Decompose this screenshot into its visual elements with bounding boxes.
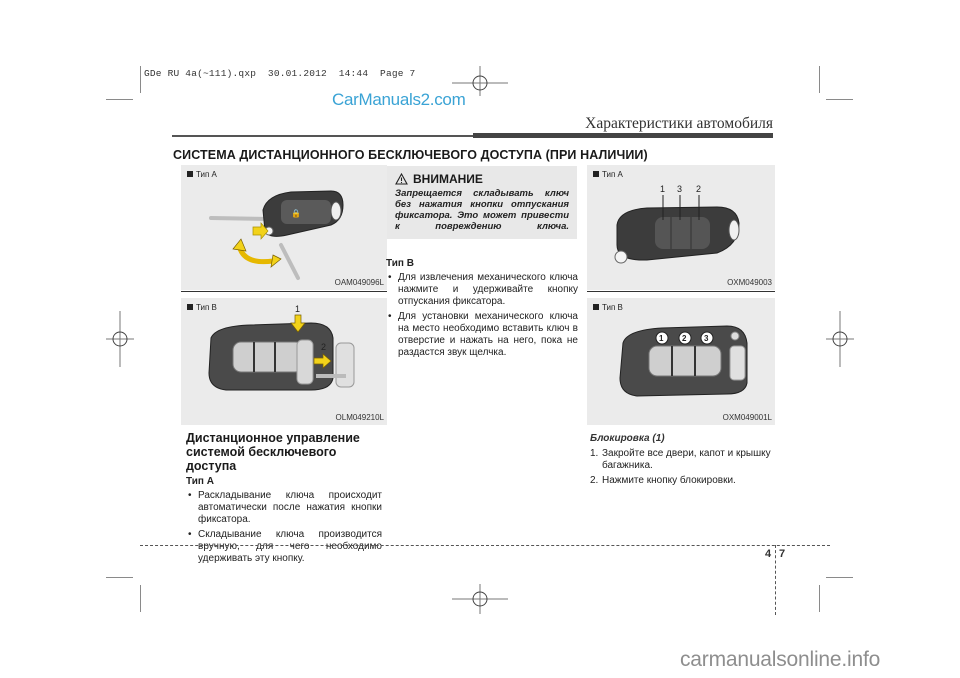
header-rule-accent: [473, 133, 773, 138]
watermark-carmanuals2[interactable]: CarManuals2.com: [332, 90, 466, 109]
bullet-item: • Раскладывание ключа происходит автоматически после нажатия кнопки фиксатора.: [186, 490, 382, 526]
print-slug: GDe RU 4a(~111).qxp 30.01.2012 14:44 Page 7: [144, 68, 416, 79]
middle-column-text: [386, 255, 578, 362]
step-item: 2. Нажмите кнопку блокировки.: [590, 475, 736, 486]
figure-code: OAM049096L: [334, 278, 384, 287]
warning-box: [387, 166, 577, 239]
callout-2: 2: [682, 334, 687, 343]
page-number: 7: [779, 548, 786, 560]
figure-code: OXM049003: [727, 278, 772, 287]
figure-left-type-b: [181, 298, 387, 425]
smart-key-buttons-illustration: [587, 298, 775, 425]
registration-target-right: [826, 311, 854, 367]
callout-1: 1: [295, 304, 301, 314]
chapter-number: 4: [765, 548, 772, 560]
callout-3: 3: [704, 334, 709, 343]
flip-key-buttons-illustration: [587, 165, 775, 290]
bullet-item: • Для установки механического ключа на место необходимо вставить ключ в отверстие и нажать на него, пока не раздастся звук щелчка.: [386, 311, 578, 359]
bullet-item: • Складывание ключа производится вручную, для чего необходимо удерживать эту кнопку.: [186, 529, 382, 565]
figure-right-type-a: [587, 165, 775, 290]
svg-text:🔒: 🔒: [291, 209, 301, 218]
warning-triangle-icon: [395, 173, 408, 185]
watermark-carmanualsonline[interactable]: carmanualsonline.info: [680, 648, 881, 671]
subheading-type-a: Тип A: [186, 476, 214, 487]
flip-key-illustration: [181, 165, 387, 290]
warning-title: ВНИМАНИЕ: [395, 172, 569, 186]
subheading-lock: Блокировка (1): [590, 433, 665, 444]
warning-body: Запрещается складывать ключ без нажатия кнопки отпускания фиксатора. Это может привести к повреждению ключа.: [395, 188, 569, 232]
footer-dotted-rule: [140, 545, 830, 546]
step-item: 1. Закройте все двери, капот и крышку багажника.: [590, 448, 771, 471]
bullet-item: • Для извлечения механического ключа нажмите и удерживайте кнопку отпускания фиксатора.: [386, 272, 578, 308]
callout-1: 1: [659, 334, 664, 343]
figure-right-type-b: [587, 298, 775, 425]
section-header: Характеристики автомобиля: [585, 115, 773, 132]
figure-label: Тип A: [593, 170, 623, 179]
callout-3: 3: [677, 184, 683, 194]
figure-code: OXM049001L: [722, 413, 772, 422]
callout-2: 2: [321, 342, 327, 352]
right-column-text: [590, 433, 778, 490]
smart-key-illustration: [181, 298, 387, 425]
callout-1: 1: [660, 184, 666, 194]
registration-target-bottom: [452, 584, 508, 614]
registration-target-left: [106, 311, 134, 367]
figure-code: OLM049210L: [335, 413, 384, 422]
figure-label: Тип B: [187, 303, 217, 312]
figure-label: Тип A: [187, 170, 217, 179]
figure-label: Тип B: [593, 303, 623, 312]
page-title: СИСТЕМА ДИСТАНЦИОННОГО БЕСКЛЮЧЕВОГО ДОСТУПА (ПРИ НАЛИЧИИ): [173, 148, 648, 162]
subheading-type-b: Тип B: [386, 258, 414, 269]
callout-2: 2: [696, 184, 702, 194]
section-heading: Дистанционное управление системой бесключевого доступа: [186, 431, 360, 473]
footer-dotted-divider: [775, 545, 776, 615]
left-column-text: [186, 431, 382, 568]
figure-left-type-a: [181, 165, 387, 290]
